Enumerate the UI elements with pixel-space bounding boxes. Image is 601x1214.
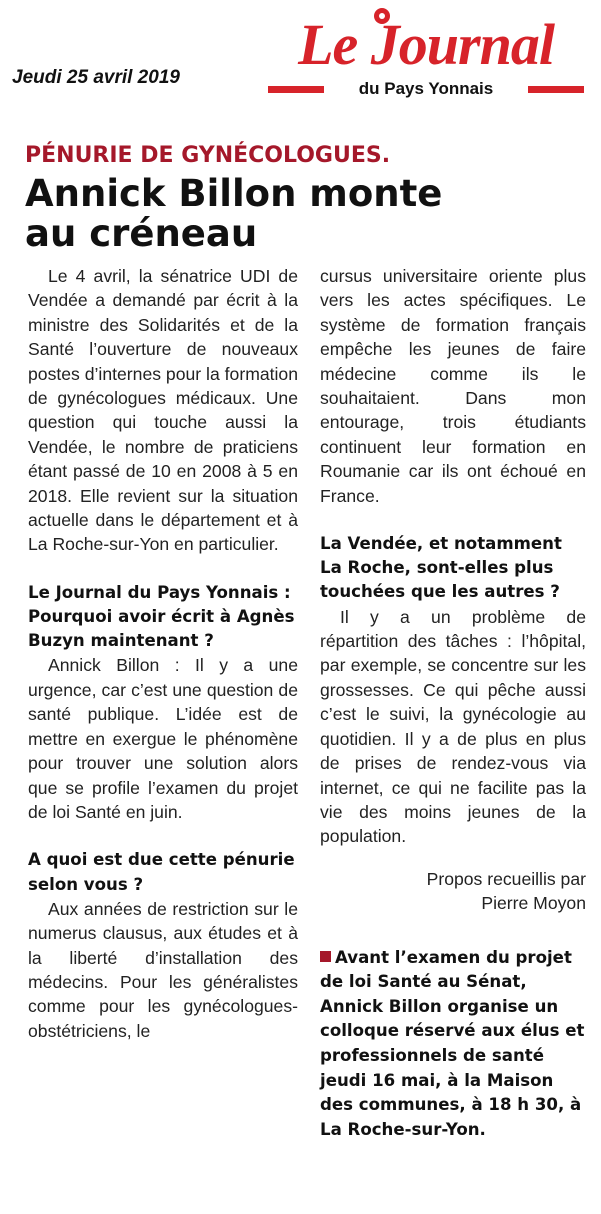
signature-line-1: Propos recueillis par bbox=[426, 868, 586, 889]
signature-line-2: Pierre Moyon bbox=[481, 893, 586, 914]
article-headline bbox=[25, 174, 585, 254]
column-right bbox=[320, 264, 586, 1142]
intro-paragraph: Le 4 avril, la sénatrice UDI de Vendée a demandé par écrit à la ministre des Solidarités et de la Santé l’ouverture de nouveaux postes d’internes pour la formation de gynécologues médicaux. Une question qui touche aussi la Vendée, le nombre de praticiens étant passé de 10 en 2008 à 5 en 2018. Elle revient sur la situation actuelle dans le département et à La Roche-sur-Yon en particulier. bbox=[28, 266, 298, 555]
logo-rule-right bbox=[528, 86, 584, 93]
info-box bbox=[320, 946, 586, 1143]
answer-1-text: : Il y a une urgence, car c’est une question de santé publique. L’idée est de mettre en exergue le phénomène pour trouver une solution alors que se profile l’examen du projet de loi Santé en juin. bbox=[28, 655, 298, 822]
logo-title: Le Journal bbox=[298, 12, 554, 77]
info-box-text: Avant l’examen du projet de loi Santé au Sénat, Annick Billon organise un colloque réservé aux élus et professionnels de santé jeudi 16 mai, à la Maison des communes, à 18 h 30, à La Roche-sur-Yon. bbox=[320, 947, 585, 1139]
article-kicker: PÉNURIE DE GYNÉCOLOGUES. bbox=[25, 143, 391, 168]
question-3: La Vendée, et notamment La Roche, sont-elles plus touchées que les autres ? bbox=[320, 534, 562, 602]
answer-2-part-1: Aux années de restriction sur le numerus clausus, aux études et à la liberté d’installation des médecins. Pour les généralistes comme pour les gynécologues-obstétriciens, le bbox=[28, 898, 298, 1041]
answer-1-speaker: Annick Billon bbox=[48, 655, 160, 676]
headline-line-2: au créneau bbox=[25, 212, 258, 255]
logo-subtitle: du Pays Yonnais bbox=[358, 79, 494, 98]
column-left bbox=[28, 264, 298, 1043]
bullet-square-icon bbox=[320, 951, 331, 962]
publication-date: Jeudi 25 avril 2019 bbox=[12, 67, 180, 88]
headline-line-1: Annick Billon monte bbox=[25, 172, 443, 215]
answer-2-part-2: cursus universitaire oriente plus vers les actes spécifiques. Le système de formation français empêche les jeunes de faire médecine comme ils le souhaitaient. Dans mon entourage, trois étudiants continuent leur formation en Roumanie car ils ont échoué en France. bbox=[320, 266, 586, 506]
answer-1 bbox=[28, 653, 298, 824]
answer-3: Il y a un problème de répartition des tâches : l’hôpital, par exemple, se concentre sur les grossesses. Ce qui pêche aussi c’est le suivi, la gynécologie au quotidien. Il y a de plus en plus de prises de rendez-vous via internet, ce qui ne facilite pas la vie des moins jeunes de la population. bbox=[320, 606, 586, 847]
question-1: Le Journal du Pays Yonnais : Pourquoi avoir écrit à Agnès Buzyn maintenant ? bbox=[28, 582, 295, 651]
logo-rule-left bbox=[268, 86, 324, 93]
question-2: A quoi est due cette pénurie selon vous ? bbox=[28, 850, 295, 894]
masthead-logo bbox=[268, 6, 584, 104]
